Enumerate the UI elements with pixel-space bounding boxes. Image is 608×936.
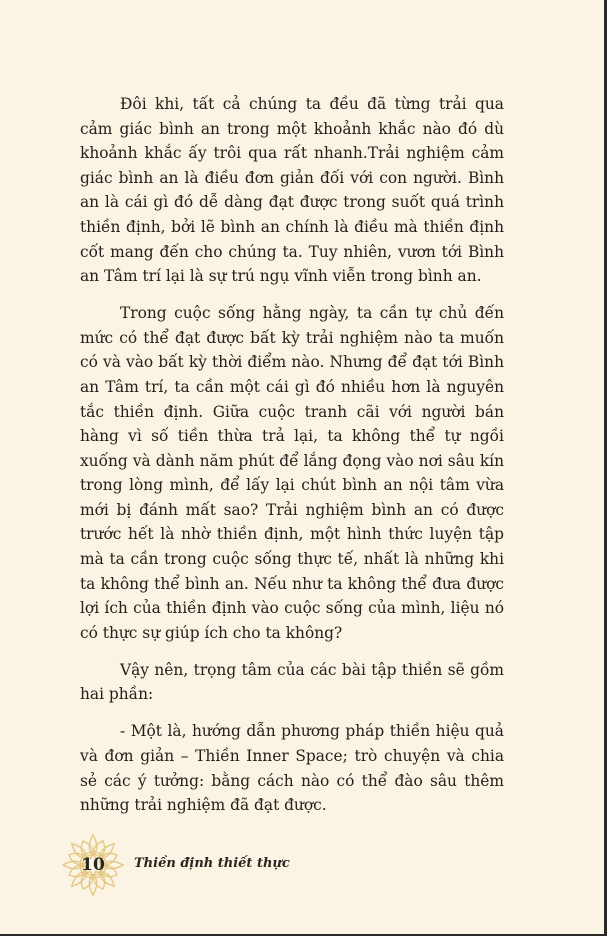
paragraph-3: Vậy nên, trọng tâm của các bài tập thiền sẽ gồm hai phần: <box>80 660 504 704</box>
page-number: 10 <box>81 855 105 875</box>
page-footer <box>60 832 360 898</box>
paragraph-2: Trong cuộc sống hằng ngày, ta cần tự chủ đến mức có thể đạt được bất kỳ trải nghiệm nào ta muốn có và vào bất kỳ thời điểm nào. Nhưng để đạt tới Bình an Tâm trí, ta cần một cái gì đó nhiều hơn là nguyên tắc thiền định. Giữa cuộc tranh cãi với người bán hàng vì số tiền thừa trả lại, ta không thể tự ngồi xuống và dành năm phút để lắng đọng vào nơi sâu kín trong lòng mình, để lấy lại chút bình an nội tâm vừa mới bị đánh mất sao? Trải nghiệm bình an có được trước hết là nhờ thiền định, một hình thức luyện tập mà ta cần trong cuộc sống thực tế, nhất là những khi ta không thể bình an. Nếu như ta không thể đưa được lợi ích của thiền định vào cuộc sống của mình, liệu nó có thực sự giúp ích cho ta không? <box>80 304 504 642</box>
paragraph-4: - Một là, hướng dẫn phương pháp thiền hiệu quả và đơn giản – Thiền Inner Space; trò chuyện và chia sẻ các ý tưởng: bằng cách nào có thể đào sâu thêm những trải nghiệm đã đạt được. <box>80 722 504 815</box>
body-text <box>80 92 504 830</box>
paragraph-1: Đôi khi, tất cả chúng ta đều đã từng trải qua cảm giác bình an trong một khoảnh khắc nào đó dù khoảnh khắc ấy trôi qua rất nhanh.Trải nghiệm cảm giác bình an là điều đơn giản đối với con người. Bình an là cái gì đó dễ dàng đạt được trong suốt quá trình thiền định, bởi lẽ bình an chính là điều mà thiền định cốt mang đến cho chúng ta. Tuy nhiên, vươn tới Bình an Tâm trí lại là sự trú ngụ vĩnh viễn trong bình an. <box>80 95 504 286</box>
running-title: Thiền định thiết thực <box>134 856 290 871</box>
